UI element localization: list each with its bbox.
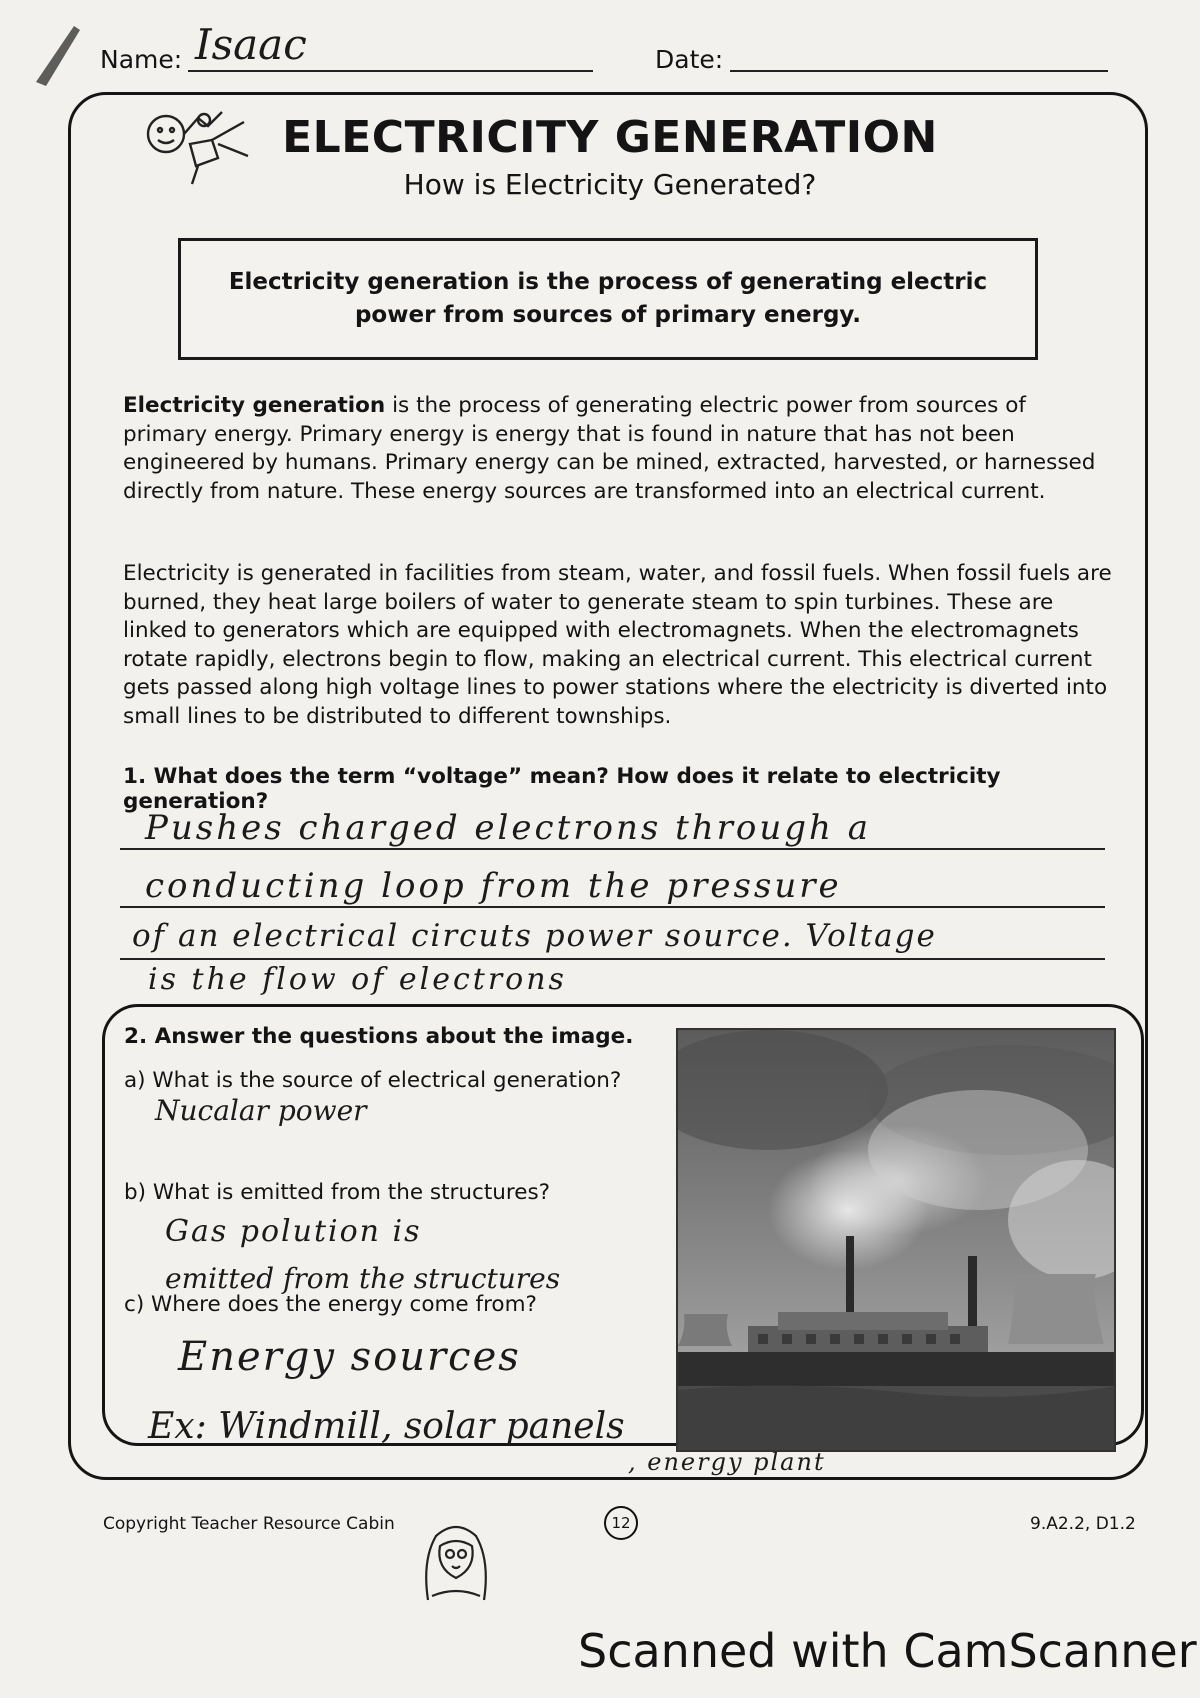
- question-2-heading: 2. Answer the questions about the image.: [124, 1024, 634, 1049]
- date-label: Date:: [655, 45, 724, 74]
- answer-2c-line-2: Ex: Windmill, solar panels: [148, 1406, 625, 1447]
- pen-mark: [28, 18, 88, 90]
- name-label: Name:: [100, 45, 183, 74]
- paragraph-1-bold: Electricity generation: [123, 393, 386, 418]
- paragraph-1-text: is the process of generating electric power from sources of primary energy. Primary energy is energy that is found in nature that has not been engineered by humans. Primary energy can be mined, extracted, harvested, or harnessed directly from nature. These energy sources are transformed into an electrical current.: [123, 393, 1096, 504]
- page-title: ELECTRICITY GENERATION: [282, 112, 938, 163]
- face-doodle: [416, 1520, 496, 1602]
- name-value: Isaac: [195, 20, 307, 69]
- definition-box: Electricity generation is the process of generating electric power from sources of primary energy.: [178, 238, 1038, 360]
- answer-1-line-3: of an electrical circuts power source. Voltage: [132, 918, 937, 954]
- name-line: [188, 70, 593, 72]
- answer-line: [120, 906, 1105, 908]
- answer-1-line-2: conducting loop from the pressure: [145, 866, 842, 906]
- question-2a: a) What is the source of electrical generation?: [124, 1068, 622, 1093]
- page-number: 12: [604, 1506, 638, 1540]
- paragraph-2: Electricity is generated in facilities from steam, water, and fossil fuels. When fossil fuels are burned, they heat large boilers of water to generate steam to spin turbines. These are linked to generators which are equipped with electromagnets. When the electromagnets rotate rapidly, electrons begin to flow, making an electrical current. This electrical current gets passed along high voltage lines to power stations where the electricity is diverted into small lines to be distributed to different townships.: [123, 561, 1112, 729]
- answer-2b-line-1: Gas polution is: [165, 1214, 422, 1249]
- answer-1-line-4: is the flow of electrons: [148, 962, 567, 997]
- student-doodle: [138, 104, 258, 188]
- question-2b: b) What is emitted from the structures?: [124, 1180, 551, 1205]
- paragraph-1: [123, 392, 1113, 506]
- date-line: [730, 70, 1108, 72]
- answer-1-line-1: Pushes charged electrons through a: [145, 808, 872, 848]
- copyright-text: Copyright Teacher Resource Cabin: [103, 1514, 395, 1534]
- page-subtitle: How is Electricity Generated?: [403, 168, 817, 201]
- answer-2c-line-1: Energy sources: [178, 1334, 521, 1380]
- answer-2c-line-3: , energy plant: [628, 1448, 826, 1476]
- answer-line: [120, 848, 1105, 850]
- answer-2a: Nucalar power: [155, 1094, 367, 1127]
- question-2c: c) Where does the energy come from?: [124, 1292, 537, 1317]
- answer-line: [120, 958, 1105, 960]
- scanner-watermark: Scanned with CamScanner: [578, 1624, 1197, 1678]
- standard-code: 9.A2.2, D1.2: [1030, 1514, 1136, 1534]
- power-plant-photo: [676, 1028, 1116, 1452]
- question-1: 1. What does the term “voltage” mean? How does it relate to electricity generation?: [123, 764, 1001, 814]
- answer-2b-line-2: emitted from the structures: [165, 1262, 561, 1295]
